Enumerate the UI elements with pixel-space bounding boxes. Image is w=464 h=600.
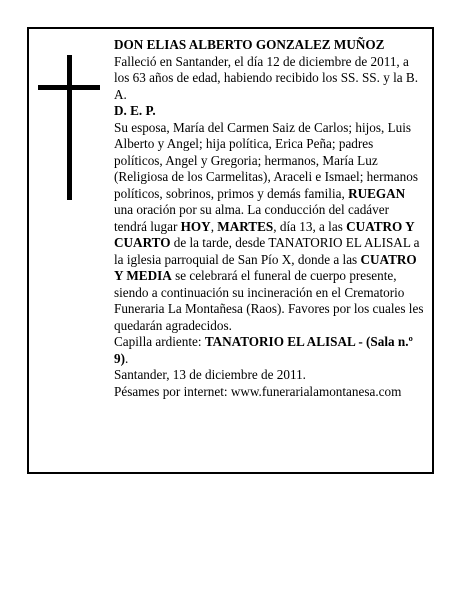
cross-icon bbox=[38, 55, 100, 200]
funeral-text-1: una oración por su alma. La conducción del cadáver tendrá lugar bbox=[114, 202, 389, 234]
capilla-line bbox=[114, 334, 424, 367]
martes-word: MARTES bbox=[217, 218, 274, 234]
place-date: Santander, 13 de diciembre de 2011. bbox=[114, 367, 306, 382]
cuatro-y-media: CUATRO Y MEDIA bbox=[114, 251, 417, 283]
family-list: Su esposa, María del Carmen Saiz de Carlos; hijos, Luis Alberto y Angel; hija política, Erica Peña; padres políticos, Angel y Gregoria; hermanos, María Luz (Religiosa de los Carmelitas), Araceli e Ismael; hermanos políticos, sobrinos, primos y demás familia, bbox=[114, 119, 418, 201]
capilla-value: TANATORIO EL ALISAL - (Sala n.º 9) bbox=[114, 334, 413, 366]
comma: , bbox=[210, 218, 214, 234]
family-paragraph bbox=[114, 120, 424, 335]
hoy-word: HOY bbox=[180, 218, 211, 234]
ruegan-word: RUEGAN bbox=[348, 185, 406, 201]
death-announcement: Falleció en Santander, el día 12 de diciembre de 2011, a los 63 años de edad, habiendo recibido los SS. SS. y la B. A. bbox=[114, 53, 419, 102]
funeral-text-3: de la tarde, desde TANATORIO EL ALISAL a la iglesia parroquial de San Pío X, donde a las bbox=[114, 235, 420, 267]
obituary-text bbox=[114, 37, 424, 400]
funeral-text-2: , día 13, a las bbox=[273, 218, 343, 234]
capilla-end: . bbox=[125, 350, 129, 366]
rip-line: D. E. P. bbox=[114, 103, 156, 118]
capilla-label: Capilla ardiente: bbox=[114, 334, 202, 349]
cuatro-y-cuarto: CUATRO Y CUARTO bbox=[114, 218, 415, 250]
condolences-line: Pésames por internet: www.funerarialamontanesa.com bbox=[114, 383, 402, 399]
deceased-name: DON ELIAS ALBERTO GONZALEZ MUÑOZ bbox=[114, 37, 385, 52]
funeral-text-4: se celebrará el funeral de cuerpo presente, siendo a continuación su incineración en el Crematorio Funeraria La Montañesa (Raos). Favores por los cuales les quedarán agradecidos. bbox=[114, 268, 424, 333]
